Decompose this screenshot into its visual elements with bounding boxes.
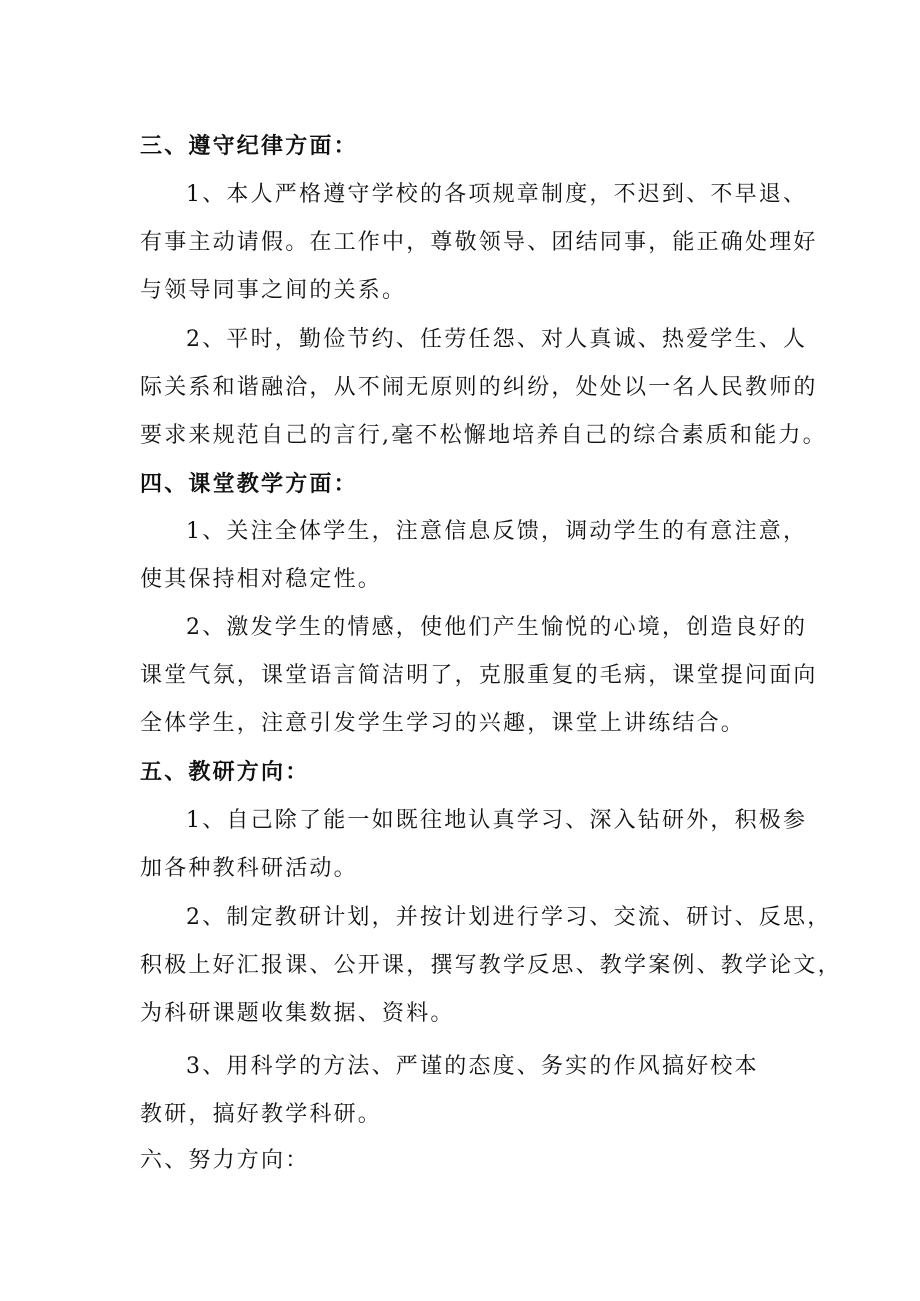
paragraph-line: 1、自己除了能一如既往地认真学习、深入钻研外，积极参 xyxy=(186,808,808,833)
paragraph-teaching-1 xyxy=(140,508,808,604)
paragraph-line: 要求来规范自己的言行,毫不松懈地培养自己的综合素质和能力。 xyxy=(140,423,827,448)
paragraph-line: 教研，搞好教学科研。 xyxy=(140,1102,383,1127)
paragraph-line: 2、平时，勤俭节约、任劳任怨、对人真诚、热爱学生、人 xyxy=(186,327,808,352)
paragraph-line: 加各种教科研活动。 xyxy=(140,856,358,881)
paragraph-line: 有事主动请假。在工作中，尊敬领导、团结同事，能正确处理好 xyxy=(140,230,818,255)
paragraph-research-2 xyxy=(140,894,842,1038)
paragraph-line: 1、关注全体学生，注意信息反馈，调动学生的有意注意， xyxy=(186,519,808,544)
paragraph-line: 2、制定教研计划，并按计划进行学习、交流、研讨、反思， xyxy=(186,905,832,930)
paragraph-discipline-1 xyxy=(140,171,818,315)
paragraph-line: 积极上好汇报课、公开课，撰写教学反思、教学案例、教学论文， xyxy=(140,953,842,978)
paragraph-line: 使其保持相对稳定性。 xyxy=(140,567,383,592)
paragraph-line: 3、用科学的方法、严谨的态度、务实的作风搞好校本 xyxy=(186,1054,759,1079)
paragraph-line: 1、本人严格遵守学校的各项规章制度，不迟到、不早退、 xyxy=(186,182,808,207)
paragraph-line: 2、激发学生的情感，使他们产生愉悦的心境，创造良好的 xyxy=(186,615,808,640)
paragraph-discipline-2 xyxy=(140,316,827,460)
paragraph-research-3 xyxy=(140,1043,800,1139)
section-heading-effort: 六、努力方向： xyxy=(140,1148,310,1173)
paragraph-line: 为科研课题收集数据、资料。 xyxy=(140,1001,455,1026)
paragraph-line: 课堂气氛，课堂语言简洁明了，克服重复的毛病，课堂提问面向 xyxy=(140,663,818,688)
section-heading-discipline: 三、遵守纪律方面： xyxy=(140,133,358,159)
paragraph-line: 际关系和谐融洽，从不闹无原则的纠纷，处处以一名人民教师的 xyxy=(140,375,818,400)
section-heading-research: 五、教研方向： xyxy=(140,759,310,785)
paragraph-research-1 xyxy=(140,797,808,893)
paragraph-line: 全体学生，注意引发学生学习的兴趣，课堂上讲练结合。 xyxy=(140,711,746,736)
paragraph-line: 与领导同事之间的关系。 xyxy=(140,278,407,303)
paragraph-teaching-2 xyxy=(140,604,818,748)
section-heading-teaching: 四、课堂教学方面： xyxy=(140,471,358,497)
